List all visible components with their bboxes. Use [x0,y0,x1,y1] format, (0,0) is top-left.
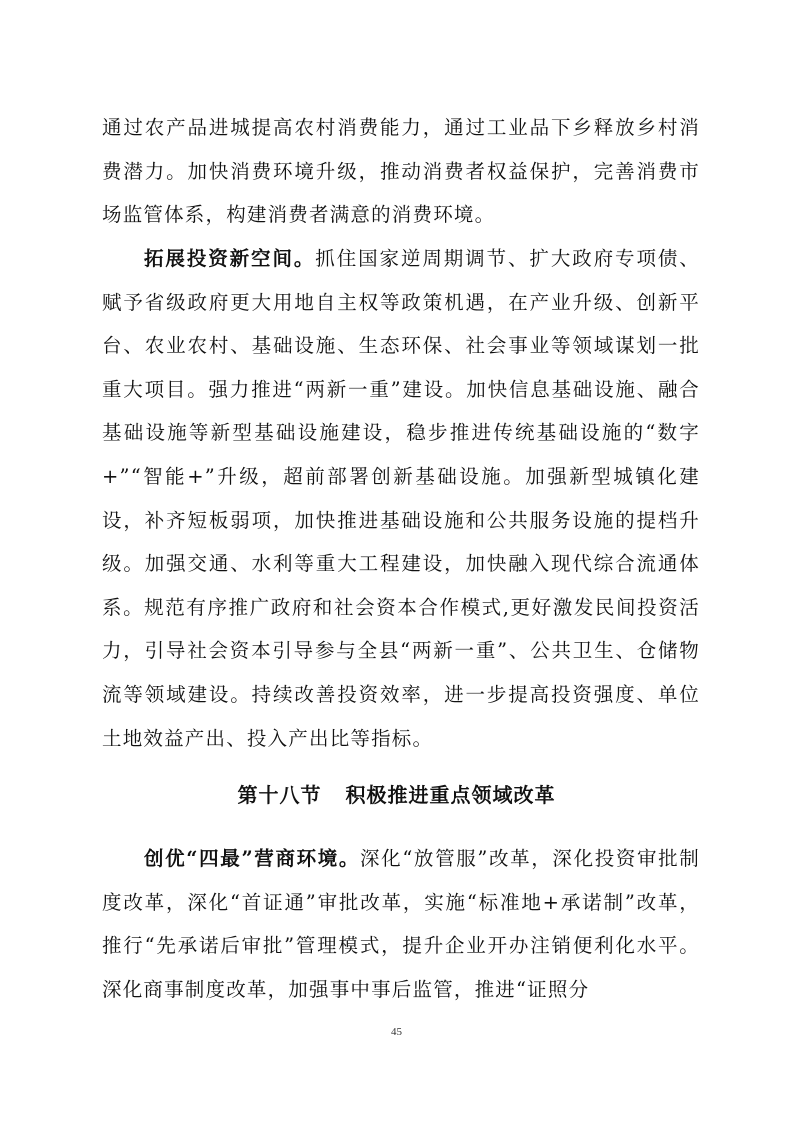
paragraph-lead-heading: 拓展投资新空间。 [144,247,316,270]
paragraph-text: 通过农产品进城提高农村消费能力，通过工业品下乡释放乡村消费潜力。加快消费环境升级，推动消费者权益保护，完善消费市场监管体系，构建消费者满意的消费环境。 [102,116,700,227]
page-number: 45 [391,1026,402,1038]
paragraph-consumption-environment [102,106,700,237]
paragraph-text: 深化“放管服”改革，深化投资审批制度改革，深化“首证通”审批改革，实施“标准地+承诺制”改革，推行“先承诺后审批”管理模式，提升企业开办注销便利化水平。深化商事制度改革，加强事中事后监管，推进“证照分 [102,847,700,1001]
paragraph-lead-heading: 创优“四最”营商环境。 [144,847,361,870]
paragraph-text: 抓住国家逆周期调节、扩大政府专项债、赋予省级政府更大用地自主权等政策机遇，在产业升级、创新平台、农业农村、基础设施、生态环保、社会事业等领域谋划一批重大项目。强力推进“两新一重”建设。加快信息基础设施、融合基础设施等新型基础设施建设，稳步推进传统基础设施的“数字+”“智能+”升级，超前部署创新基础设施。加强新型城镇化建设，补齐短板弱项，加快推进基础设施和公共服务设施的提档升级。加强交通、水利等重大工程建设，加快融入现代综合流通体系。规范有序推广政府和社会资本合作模式,更好激发民间投资活力，引导社会资本引导参与全县“两新一重”、公共卫生、仓储物流等领域建设。持续改善投资效率，进一步提高投资强度、单位土地效益产出、投入产出比等指标。 [102,247,700,750]
section-heading [0,779,793,808]
paragraph-investment-space [102,237,700,760]
paragraph-business-environment [102,837,700,1011]
section-number: 第十八节 [237,783,322,807]
section-title: 积极推进重点领域改革 [345,783,556,807]
